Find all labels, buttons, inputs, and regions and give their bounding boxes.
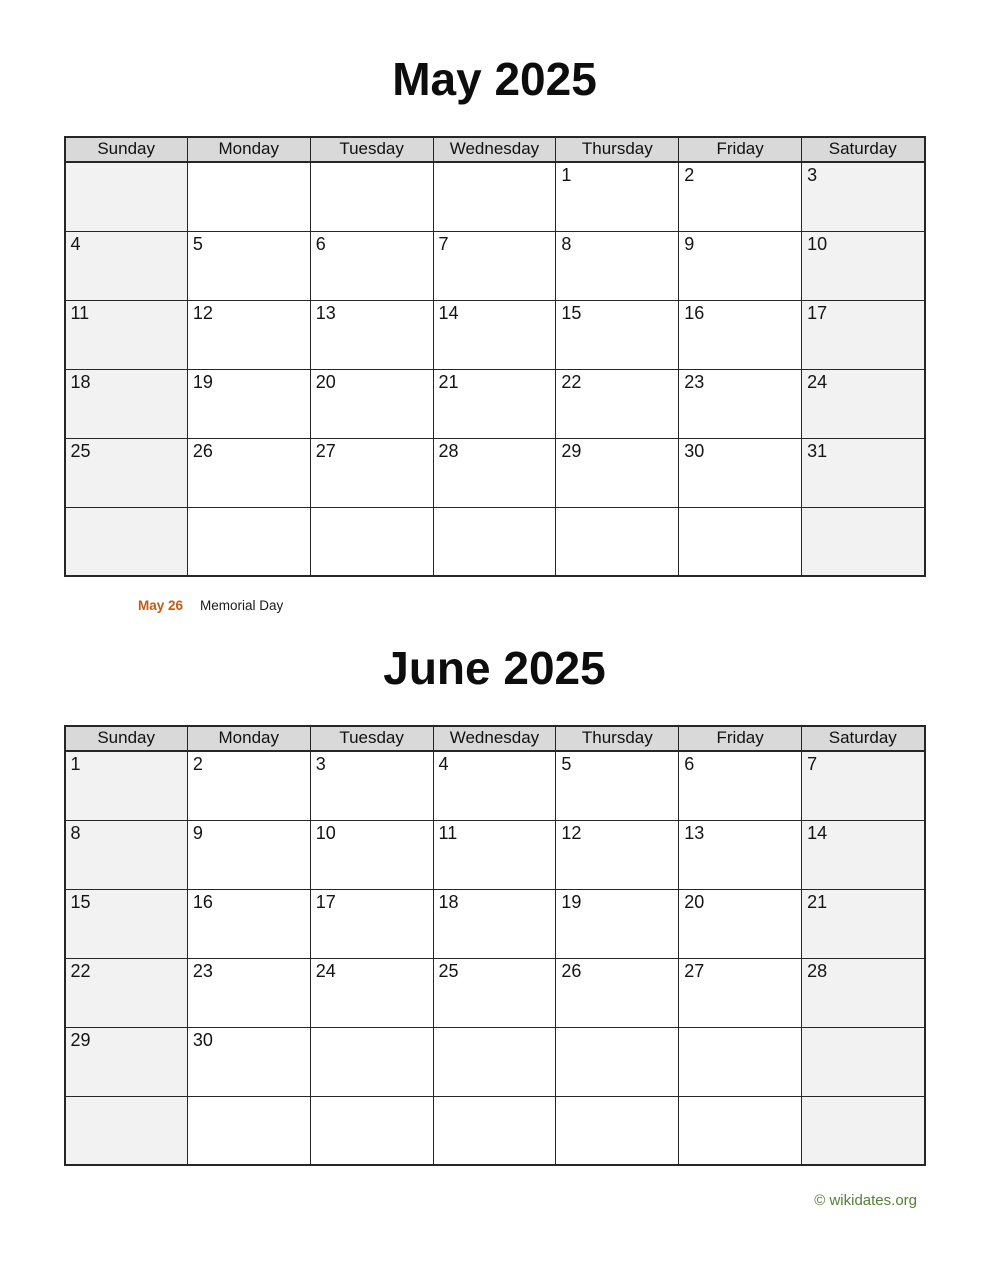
- day-number: 8: [70, 822, 81, 843]
- day-number: [188, 519, 193, 521]
- day-number: 18: [70, 371, 91, 392]
- day-cell: [802, 438, 925, 507]
- day-header-row: [65, 726, 925, 751]
- day-cell: [310, 751, 433, 820]
- day-cell: [433, 231, 556, 300]
- day-number: [311, 1108, 316, 1110]
- day-number: 28: [438, 440, 459, 461]
- day-number: [556, 519, 561, 521]
- week-row: [65, 1096, 925, 1165]
- day-cell: [679, 751, 802, 820]
- day-header-sunday: Sunday: [65, 726, 188, 751]
- day-header-row: [65, 137, 925, 162]
- day-number: [802, 1108, 807, 1110]
- day-cell: [679, 1027, 802, 1096]
- day-number: 13: [684, 822, 705, 843]
- day-number: 14: [807, 822, 828, 843]
- day-number: 27: [315, 440, 336, 461]
- day-cell: [65, 751, 188, 820]
- day-header-friday: Friday: [679, 726, 802, 751]
- day-cell: [310, 889, 433, 958]
- day-cell: [556, 507, 679, 576]
- day-cell: [433, 1096, 556, 1165]
- day-number: 13: [315, 302, 336, 323]
- day-header-tuesday: Tuesday: [310, 137, 433, 162]
- day-number: [188, 1108, 193, 1110]
- day-cell: [187, 1027, 310, 1096]
- day-number: 23: [192, 960, 213, 981]
- day-cell: [556, 162, 679, 231]
- day-cell: [433, 1027, 556, 1096]
- week-row: [65, 162, 925, 231]
- week-row: [65, 438, 925, 507]
- day-number: 6: [684, 754, 695, 775]
- day-number: 17: [315, 891, 336, 912]
- day-cell: [65, 958, 188, 1027]
- day-cell: [802, 300, 925, 369]
- day-cell: [556, 1096, 679, 1165]
- day-cell: [802, 1027, 925, 1096]
- day-cell: [556, 889, 679, 958]
- day-number: 15: [70, 891, 91, 912]
- day-cell: [433, 162, 556, 231]
- day-number: [434, 1108, 439, 1110]
- day-cell: [310, 1096, 433, 1165]
- day-cell: [679, 820, 802, 889]
- day-cell: [310, 820, 433, 889]
- day-cell: [187, 1096, 310, 1165]
- day-number: [556, 1108, 561, 1110]
- day-cell: [433, 820, 556, 889]
- day-number: 29: [561, 440, 582, 461]
- day-cell: [65, 231, 188, 300]
- day-number: 12: [192, 302, 213, 323]
- day-cell: [679, 958, 802, 1027]
- day-number: 16: [192, 891, 213, 912]
- day-cell: [433, 889, 556, 958]
- day-cell: [65, 820, 188, 889]
- day-number: 19: [561, 891, 582, 912]
- day-cell: [187, 751, 310, 820]
- day-cell: [187, 369, 310, 438]
- week-row: [65, 1027, 925, 1096]
- day-number: 25: [70, 440, 91, 461]
- day-cell: [556, 231, 679, 300]
- day-cell: [65, 507, 188, 576]
- day-number: 29: [70, 1029, 91, 1050]
- day-number: 2: [192, 754, 203, 775]
- day-cell: [310, 369, 433, 438]
- day-number: [556, 1039, 561, 1041]
- day-cell: [65, 369, 188, 438]
- day-number: 20: [315, 371, 336, 392]
- day-number: 14: [438, 302, 459, 323]
- day-number: [802, 1039, 807, 1041]
- day-cell: [433, 507, 556, 576]
- day-cell: [556, 820, 679, 889]
- footer-credit: © wikidates.org: [814, 1192, 917, 1209]
- day-number: 21: [438, 371, 459, 392]
- calendar-title: June 2025: [383, 642, 606, 695]
- day-number: 10: [315, 822, 336, 843]
- day-cell: [65, 162, 188, 231]
- day-cell: [187, 507, 310, 576]
- day-number: 11: [438, 822, 458, 843]
- day-cell: [433, 300, 556, 369]
- day-number: [66, 174, 71, 176]
- day-cell: [679, 369, 802, 438]
- day-cell: [679, 231, 802, 300]
- day-cell: [187, 162, 310, 231]
- day-cell: [679, 1096, 802, 1165]
- day-header-monday: Monday: [187, 137, 310, 162]
- day-number: 2: [684, 165, 695, 186]
- day-number: [311, 1039, 316, 1041]
- day-cell: [802, 162, 925, 231]
- day-number: 5: [192, 233, 203, 254]
- day-cell: [802, 889, 925, 958]
- day-number: 25: [438, 960, 459, 981]
- day-number: 12: [561, 822, 582, 843]
- day-cell: [556, 1027, 679, 1096]
- day-cell: [556, 300, 679, 369]
- day-number: 9: [192, 822, 203, 843]
- day-cell: [310, 438, 433, 507]
- holiday-note: [138, 598, 989, 615]
- day-cell: [187, 958, 310, 1027]
- day-cell: [310, 507, 433, 576]
- day-number: [434, 174, 439, 176]
- day-header-thursday: Thursday: [556, 726, 679, 751]
- day-cell: [802, 1096, 925, 1165]
- day-number: 24: [807, 371, 828, 392]
- day-number: 15: [561, 302, 582, 323]
- day-number: 27: [684, 960, 705, 981]
- day-cell: [679, 889, 802, 958]
- day-number: 26: [561, 960, 582, 981]
- calendar-grid: [64, 136, 926, 577]
- day-number: 5: [561, 754, 572, 775]
- day-cell: [556, 438, 679, 507]
- day-number: [66, 519, 71, 521]
- week-row: [65, 300, 925, 369]
- day-header-saturday: Saturday: [802, 137, 925, 162]
- day-number: [679, 1108, 684, 1110]
- holiday-date: May 26: [138, 598, 184, 614]
- day-number: 23: [684, 371, 705, 392]
- day-number: 21: [807, 891, 828, 912]
- day-number: 10: [807, 233, 828, 254]
- day-cell: [802, 231, 925, 300]
- day-cell: [802, 507, 925, 576]
- week-row: [65, 889, 925, 958]
- day-cell: [310, 1027, 433, 1096]
- day-header-thursday: Thursday: [556, 137, 679, 162]
- day-cell: [679, 438, 802, 507]
- day-number: 18: [438, 891, 459, 912]
- day-number: [311, 174, 316, 176]
- day-number: 28: [807, 960, 828, 981]
- week-row: [65, 369, 925, 438]
- week-row: [65, 820, 925, 889]
- day-number: [679, 1039, 684, 1041]
- day-number: 30: [684, 440, 705, 461]
- day-cell: [556, 369, 679, 438]
- day-number: 19: [192, 371, 213, 392]
- day-number: 24: [315, 960, 336, 981]
- day-cell: [433, 369, 556, 438]
- day-number: [802, 519, 807, 521]
- day-number: 11: [70, 302, 90, 323]
- day-cell: [310, 300, 433, 369]
- day-number: 30: [192, 1029, 213, 1050]
- day-header-monday: Monday: [187, 726, 310, 751]
- week-row: [65, 958, 925, 1027]
- day-number: 7: [807, 754, 818, 775]
- day-number: 4: [70, 233, 81, 254]
- day-number: 4: [438, 754, 449, 775]
- day-cell: [433, 438, 556, 507]
- day-cell: [310, 958, 433, 1027]
- day-number: 9: [684, 233, 695, 254]
- day-number: 22: [561, 371, 582, 392]
- calendar-section-may: [0, 0, 989, 615]
- week-row: [65, 751, 925, 820]
- day-number: 1: [561, 165, 572, 186]
- day-cell: [187, 438, 310, 507]
- week-row: [65, 231, 925, 300]
- day-cell: [65, 1096, 188, 1165]
- day-number: 1: [70, 754, 81, 775]
- day-number: [434, 519, 439, 521]
- day-cell: [65, 1027, 188, 1096]
- day-header-sunday: Sunday: [65, 137, 188, 162]
- day-number: [311, 519, 316, 521]
- day-cell: [802, 958, 925, 1027]
- day-number: 17: [807, 302, 828, 323]
- week-row: [65, 507, 925, 576]
- day-cell: [802, 820, 925, 889]
- day-cell: [433, 958, 556, 1027]
- day-header-wednesday: Wednesday: [433, 726, 556, 751]
- day-cell: [802, 751, 925, 820]
- day-number: 31: [807, 440, 828, 461]
- day-cell: [679, 507, 802, 576]
- calendar-grid: [64, 725, 926, 1166]
- calendar-title: May 2025: [392, 53, 597, 105]
- day-cell: [187, 300, 310, 369]
- day-number: 3: [315, 754, 326, 775]
- day-cell: [802, 369, 925, 438]
- day-cell: [187, 820, 310, 889]
- day-cell: [679, 162, 802, 231]
- day-cell: [65, 300, 188, 369]
- day-cell: [187, 231, 310, 300]
- day-number: [434, 1039, 439, 1041]
- day-number: 3: [807, 165, 818, 186]
- day-number: 26: [192, 440, 213, 461]
- day-number: 8: [561, 233, 572, 254]
- day-cell: [310, 162, 433, 231]
- holiday-event: Memorial Day: [200, 598, 284, 614]
- day-header-saturday: Saturday: [802, 726, 925, 751]
- day-cell: [679, 300, 802, 369]
- day-number: 6: [315, 233, 326, 254]
- day-cell: [433, 751, 556, 820]
- day-header-wednesday: Wednesday: [433, 137, 556, 162]
- day-cell: [556, 751, 679, 820]
- day-number: 16: [684, 302, 705, 323]
- day-number: [679, 519, 684, 521]
- day-number: 20: [684, 891, 705, 912]
- day-number: [66, 1108, 71, 1110]
- day-cell: [187, 889, 310, 958]
- day-number: 22: [70, 960, 91, 981]
- day-header-tuesday: Tuesday: [310, 726, 433, 751]
- day-cell: [310, 231, 433, 300]
- day-number: 7: [438, 233, 449, 254]
- day-cell: [65, 889, 188, 958]
- day-number: [188, 174, 193, 176]
- day-cell: [65, 438, 188, 507]
- calendar-section-june: [0, 615, 989, 1166]
- day-cell: [556, 958, 679, 1027]
- day-header-friday: Friday: [679, 137, 802, 162]
